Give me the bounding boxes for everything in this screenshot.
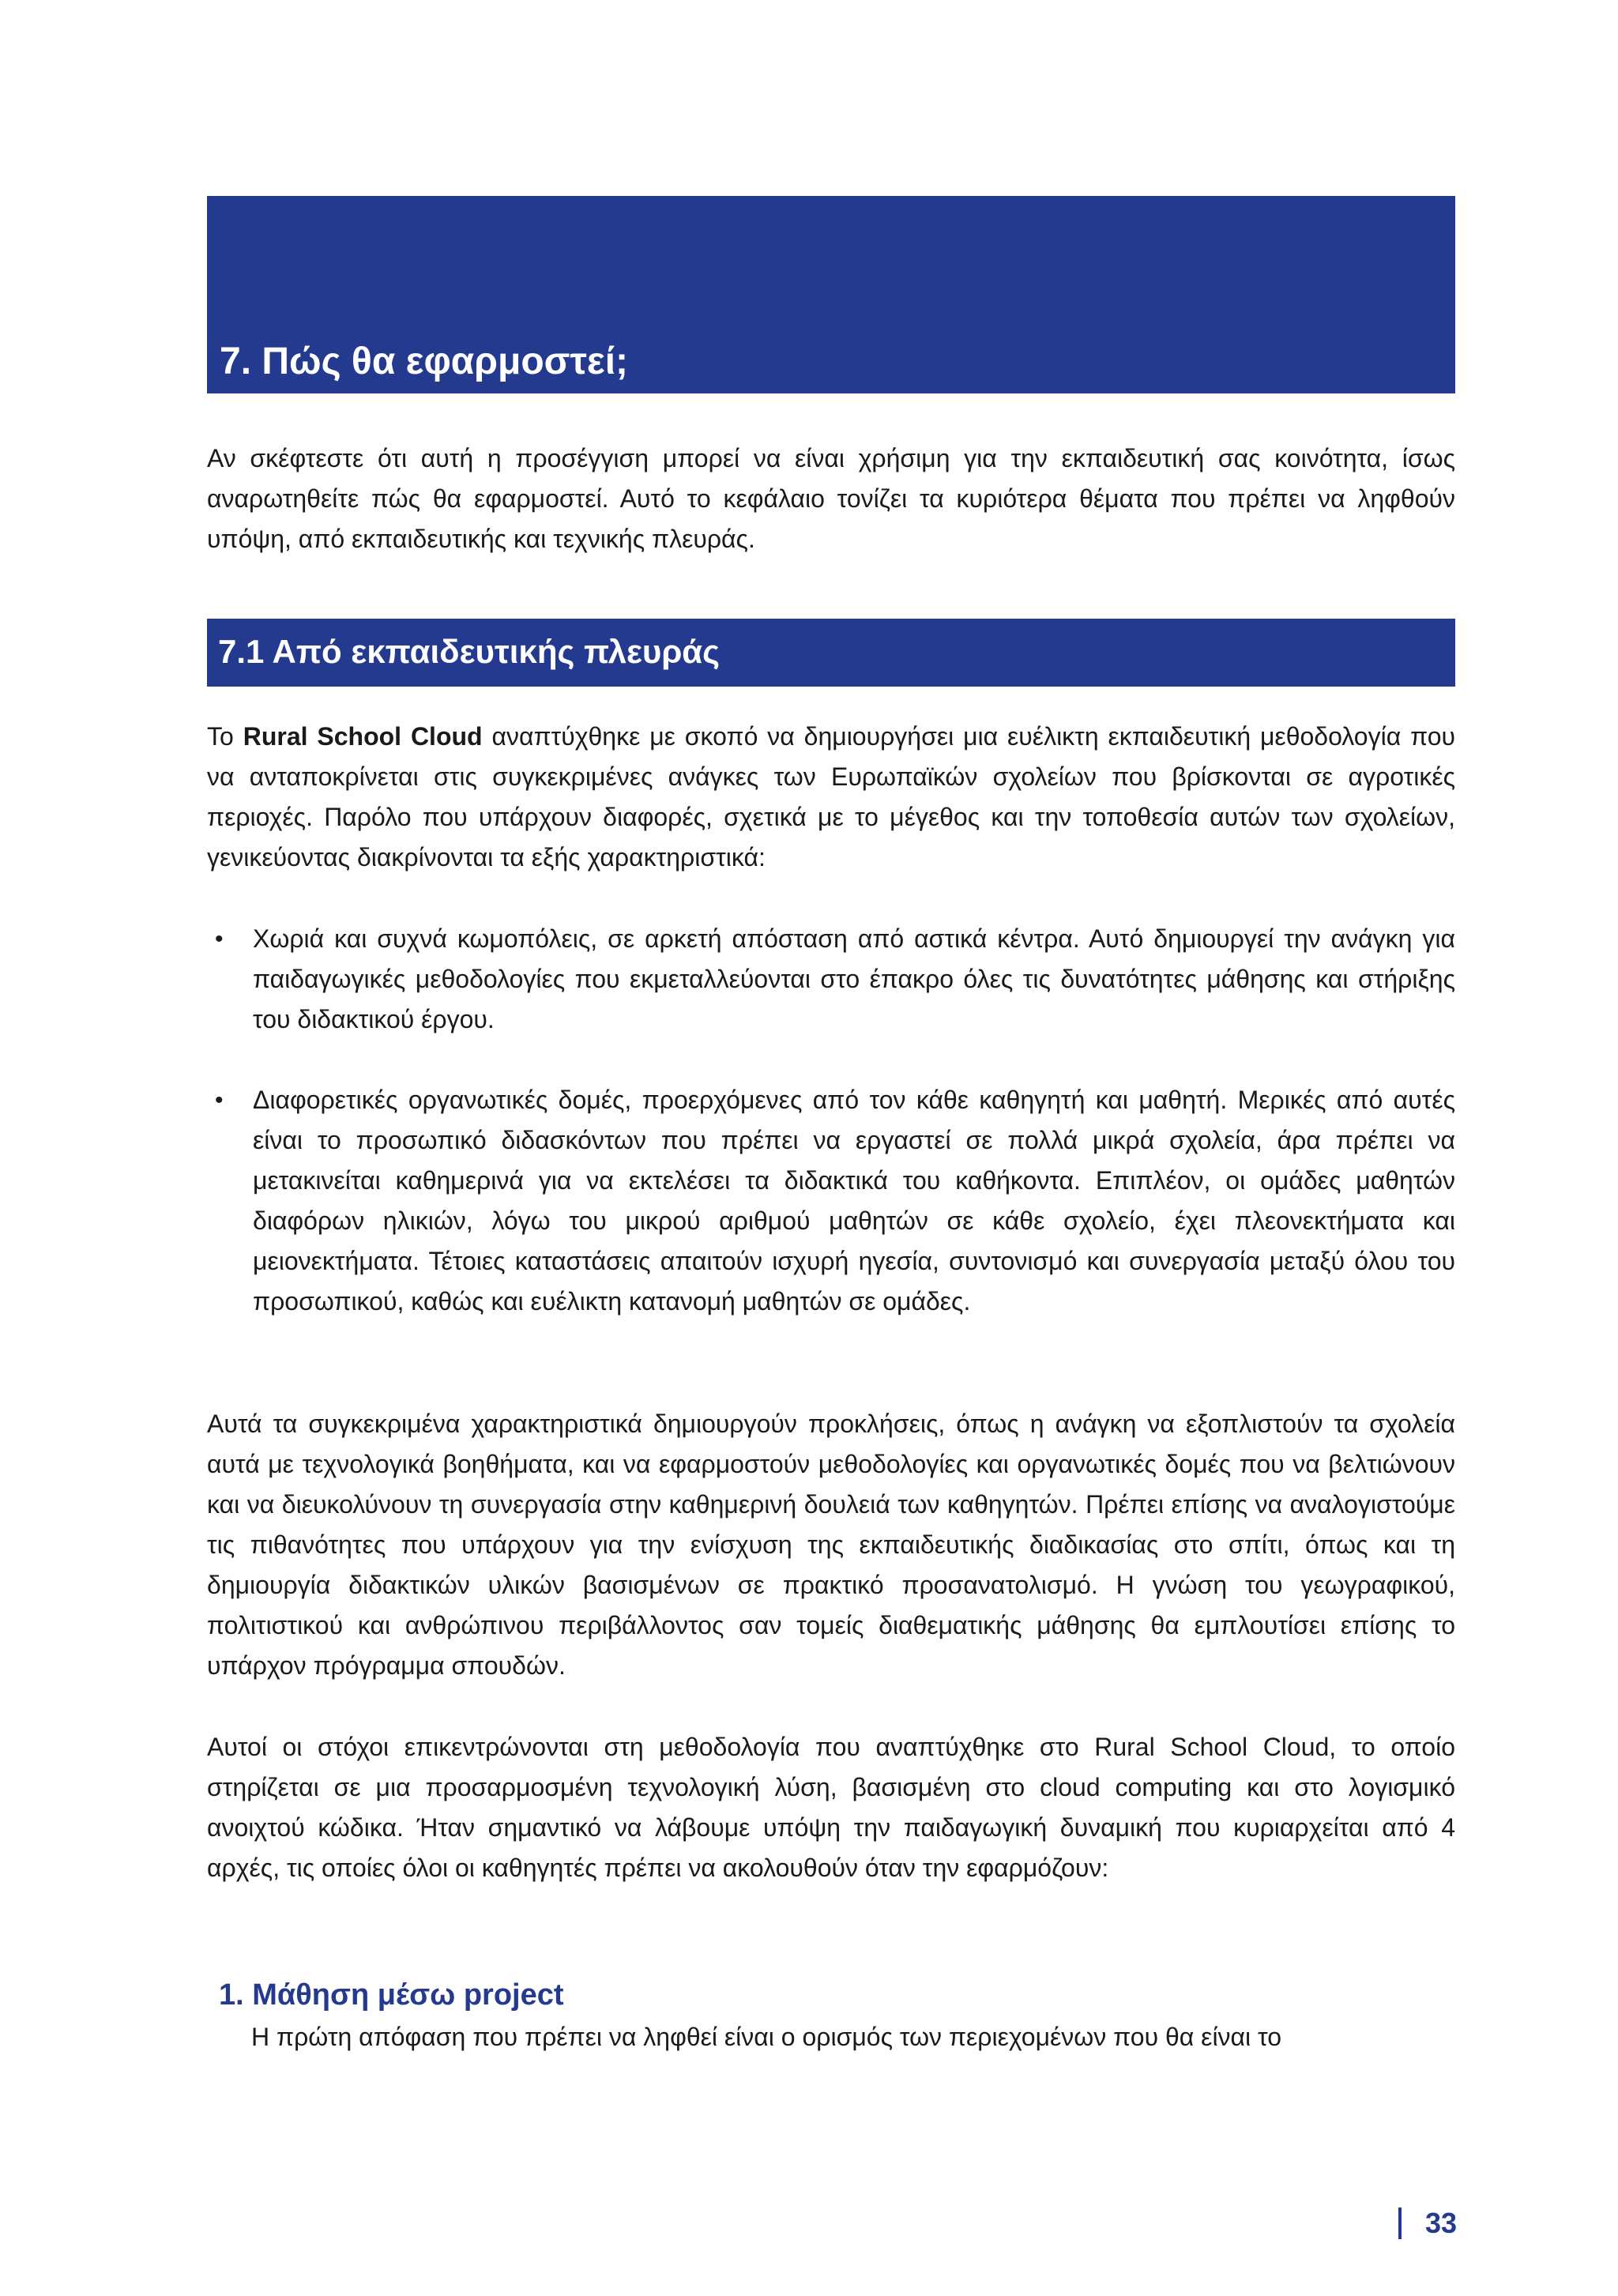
body-paragraph-3: Αυτοί οι στόχοι επικεντρώνονται στη μεθοδολογία που αναπτύχθηκε στο Rural School Cloud, το οποίο στηρίζεται σε μια προσαρμοσμένη τεχνολογική λύση, βασισμένη στο cloud computing και στο λογισμικό ανοιχτού κώδικα. Ήταν σημαντικό να λάβουμε υπόψη την παιδαγωγική δυναμική που κυριαρχείται από 4 αρχές, τις οποίες όλοι οι καθηγητές πρέπει να ακολουθούν όταν την εφαρμόζουν: (207, 1733, 1455, 1882)
list-item (207, 1080, 1455, 1322)
intro-paragraph: Αν σκέφτεστε ότι αυτή η προσέγγιση μπορεί να είναι χρήσιμη για την εκπαιδευτική σας κοινότητα, ίσως αναρωτηθείτε πώς θα εφαρμοστεί. Αυτό το κεφάλαιο τονίζει τα κυριότερα θέματα που πρέπει να ληφθούν υπόψη, από εκπαιδευτικής και τεχνικής πλευράς. (207, 444, 1455, 553)
para1-lead: Το (207, 722, 243, 751)
chapter-title: 7. Πώς θα εφαρμοστεί; (220, 341, 629, 382)
bullet-icon: • (215, 1087, 224, 1113)
page-footer (1390, 2204, 1457, 2244)
section-title: 7.1 Από εκπαιδευτικής πλευράς (218, 633, 720, 670)
body-paragraph-1 (207, 717, 1455, 878)
characteristics-list (207, 919, 1455, 1040)
body-paragraph-2: Αυτά τα συγκεκριμένα χαρακτηριστικά δημιουργούν προκλήσεις, όπως η ανάγκη να εξοπλιστούν τα σχολεία αυτά με τεχνολογικά βοηθήματα, και να εφαρμοστούν μεθοδολογίες και οργανωτικές δομές που να βελτιώνουν και να διευκολύνουν τη συνεργασία στην καθημερινή δουλειά των καθηγητών. Πρέπει επίσης να αναλογιστούμε τις πιθανότητες που υπάρχουν για την ενίσχυση της εκπαιδευτικής διαδικασίας στο σπίτι, όπως και τη δημιουργία διδακτικών υλικών βασισμένων σε πρακτικό προσανατολισμό. Η γνώση του γεωγραφικού, πολιτιστικού και ανθρώπινου περιβάλλοντος σαν τομείς διαθεματικής μάθησης θα εμπλουτίσει επίσης το υπάρχον πρόγραμμα σπουδών. (207, 1410, 1455, 1680)
page-number: 33 (1424, 2207, 1457, 2239)
list-item (207, 919, 1455, 1040)
rural-school-cloud-bold: Rural School Cloud (243, 722, 483, 751)
para1-rest: αναπτύχθηκε με σκοπό να δημιουργήσει μια ευέλικτη εκπαιδευτική μεθοδολογία που να ανταποκρίνεται στις συγκεκριμένες ανάγκες των Ευρωπαϊκών σχολείων που βρίσκονται σε αγροτικές περιοχές. Παρόλο που υπάρχουν διαφορές, σχετικά με το μέγεθος και την τοποθεσία αυτών των σχολείων, γενικεύοντας διακρίνονται τα εξής χαρακτηριστικά: (207, 722, 1456, 871)
page-number-divider (1398, 2208, 1402, 2239)
characteristics-list-2 (207, 1080, 1455, 1322)
list-item-text: Χωριά και συχνά κωμοπόλεις, σε αρκετή απόσταση από αστικά κέντρα. Αυτό δημιουργεί την ανάγκη για παιδαγωγικές μεθοδολογίες που εκμεταλλεύονται στο έπακρο όλες τις δυνατότητες μάθησης και στήριξης του διδακτικού έργου. (253, 924, 1455, 1033)
bullet-icon: • (215, 926, 224, 952)
list-item-text: Διαφορετικές οργανωτικές δομές, προερχόμενες από τον κάθε καθηγητή και μαθητή. Μερικές από αυτές είναι το προσωπικό διδασκόντων που πρέπει να εργαστεί σε πολλά μικρά σχολεία, άρα πρέπει να μετακινείται καθημερινά για να εκτελέσει τα διδακτικά του καθήκοντα. Επιπλέον, οι ομάδες μαθητών διαφόρων ηλικιών, λόγω του μικρού αριθμού μαθητών σε κάθε σχολείο, έχει πλεονεκτήματα και μειονεκτήματα. Τέτοιες καταστάσεις απαιτούν ισχυρή ηγεσία, συντονισμό και συνεργασία μεταξύ όλου του προσωπικού, καθώς και ευέλικτη κατανομή μαθητών σε ομάδες. (253, 1086, 1455, 1315)
principle-body-1: Η πρώτη απόφαση που πρέπει να ληφθεί είναι ο ορισμός των περιεχομένων που θα είναι το (251, 2023, 1282, 2051)
principle-heading-1: 1. Μάθηση μέσω project (219, 1978, 564, 2012)
